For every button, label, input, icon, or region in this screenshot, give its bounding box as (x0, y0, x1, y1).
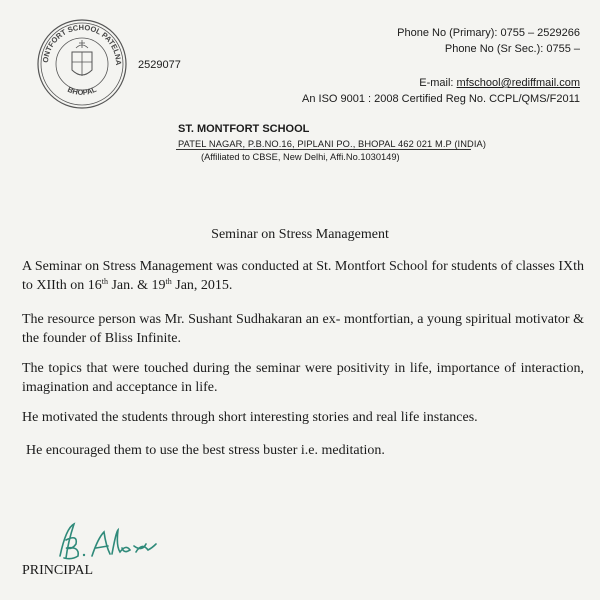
phone-secondary: Phone No (Sr Sec.): 0755 – (444, 43, 580, 55)
seal-text-bottom: BHOPAL (66, 84, 98, 97)
school-address: PATEL NAGAR, P.B.NO.16, PIPLANI PO., BHOPAL 462 021 M.P (INDIA) (178, 139, 487, 149)
signatory-title: PRINCIPAL (22, 563, 94, 578)
school-letterhead (178, 123, 486, 164)
svg-text:BHOPAL (66, 85, 98, 97)
paragraph-2: The resource person was Mr. Sushant Sudhakaran an ex- montfortian, a young spiritual motivator & the founder of Bliss Infinite. (22, 312, 584, 346)
document-title: Seminar on Stress Management (211, 227, 389, 242)
paragraph-5: He encouraged them to use the best stress buster i.e. meditation. (26, 443, 385, 458)
paragraph-1: A Seminar on Stress Management was conducted at St. Montfort School for students of classes IXth to XIIth on 16th Jan. & 19th Jan, 2015. (22, 259, 584, 293)
email-line (302, 75, 580, 91)
principal-signature (52, 518, 162, 563)
email-label: E-mail: (419, 77, 457, 89)
fax-number: 2529077 (138, 59, 181, 71)
school-seal (36, 18, 128, 110)
paragraph-4: He motivated the students through short interesting stories and real life instances. (22, 410, 478, 425)
phone-primary: Phone No (Primary): 0755 – 2529266 (397, 27, 580, 39)
contact-block (302, 25, 580, 107)
header-divider (176, 149, 471, 150)
paragraph-3: The topics that were touched during the seminar were positivity in life, importance of interaction, imagination and acceptance in life. (22, 361, 584, 395)
seal-text-top: ONTFORT SCHOOL PATELNA (40, 22, 124, 66)
email-link[interactable]: mfschool@rediffmail.com (456, 77, 580, 89)
school-name: ST. MONTFORT SCHOOL (178, 123, 310, 135)
iso-certification: An ISO 9001 : 2008 Certified Reg No. CCPL/QMS/F2011 (302, 93, 580, 105)
svg-text:ST. MONTFORT SCHOOL PATELNAGAR (36, 18, 123, 66)
school-affiliation: (Affiliated to CBSE, New Delhi, Affi.No.1030149) (201, 152, 400, 162)
